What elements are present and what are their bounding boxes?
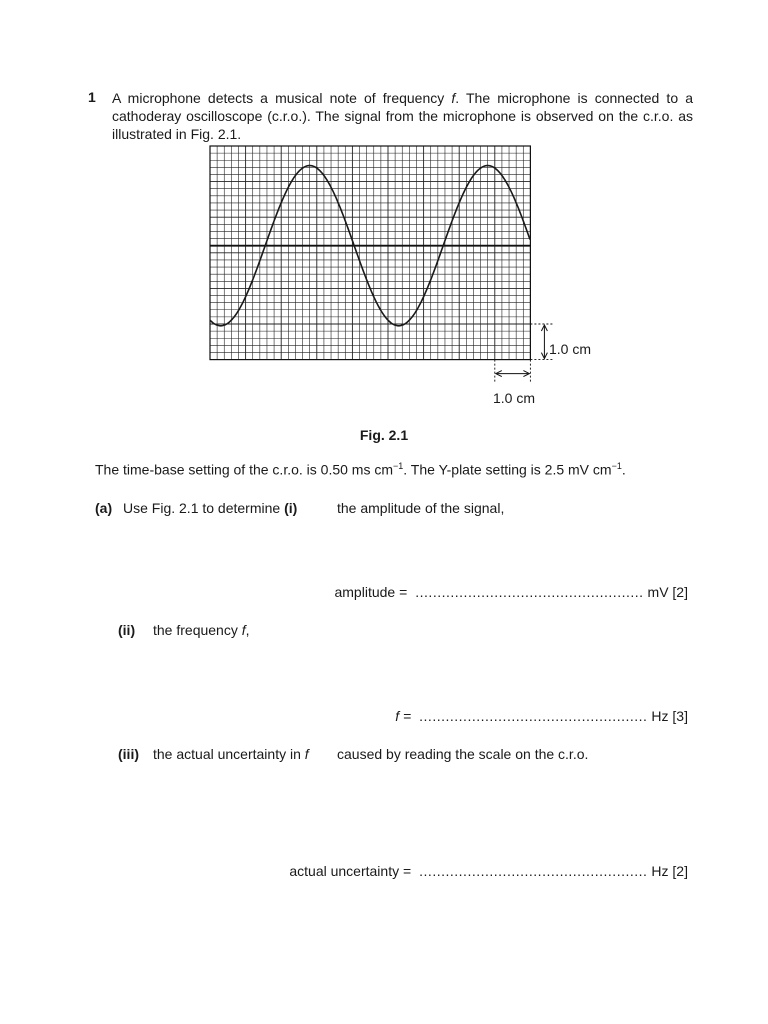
part-iii-text: the actual uncertainty in f — [153, 746, 309, 762]
cro-settings-text: The time-base setting of the c.r.o. is 0.50 ms $cm^{-1}$. The Y-plate setting is 2.5 mV $cm^{-1}$. — [95, 461, 626, 478]
part-ii-label: (ii) — [118, 622, 136, 638]
part-i-text: the amplitude of the signal, — [337, 500, 505, 516]
amplitude-answer-line[interactable]: amplitude = .................................................... mV [2] — [334, 584, 688, 600]
intro-line-2: cathoderay oscilloscope (c.r.o.). The signal from the microphone is observed on the c.r.o. as — [112, 108, 693, 124]
uncertainty-answer-line[interactable]: actual uncertainty = .................................................... Hz [2] — [289, 863, 688, 879]
intro-line-1: A microphone detects a musical note of frequency f. The microphone is connected to a — [112, 90, 694, 106]
part-iii-label: (iii) — [118, 746, 139, 762]
frequency-answer-line[interactable]: f = .................................................... Hz [3] — [395, 708, 688, 724]
cro-grid — [210, 146, 530, 360]
question-number: 1 — [88, 89, 96, 105]
cro-figure — [0, 0, 768, 420]
figure-caption: Fig. 2.1 — [359, 427, 409, 443]
intro-line-3: illustrated in Fig. 2.1. — [112, 126, 242, 142]
vertical-scale-label: 1.0 cm — [549, 341, 592, 357]
part-a-text: Use Fig. 2.1 to determine (i) — [123, 500, 298, 516]
scale-markers — [495, 324, 555, 384]
part-iii-text-cont: caused by reading the scale on the c.r.o. — [337, 746, 589, 762]
part-ii-text: the frequency f, — [153, 622, 250, 638]
horizontal-scale-label: 1.0 cm — [493, 390, 536, 406]
part-a-label: (a) — [95, 500, 113, 516]
